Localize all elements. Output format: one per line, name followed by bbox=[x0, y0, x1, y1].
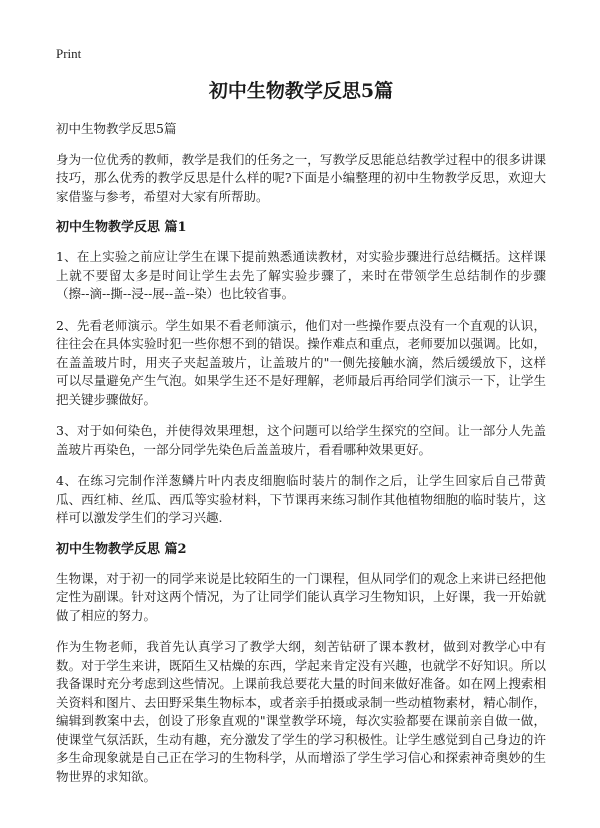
page-title: 初中生物教学反思5篇 bbox=[208, 80, 394, 102]
section-1-paragraph-2: 2、先看老师演示。学生如果不看老师演示，他们对一些操作要点没有一个直观的认识，往往会在具体实验时犯一些你想不到的错误。操作难点和重点，老师要加以强调。比如，在盖盖玻片时，用夹子夹起盖玻片，让盖玻片的"一侧先接触水滴，然后缓缓放下，这样可以尽量避免产生气泡。如果学生还不是好理解，老师最后再给同学们演示一下，让学生把关键步骤做好。 bbox=[56, 317, 546, 407]
section-heading-1: 初中生物教学反思 篇1 bbox=[56, 220, 187, 235]
section-1-paragraph-3: 3、对于如何染色，并使得效果理想，这个问题可以给学生探究的空间。让一部分人先盖盖玻片再染色，一部分同学先染色后盖盖玻片，看看哪种效果更好。 bbox=[56, 423, 546, 457]
document-body bbox=[56, 120, 546, 799]
section-1-paragraph-4: 4、在练习完制作洋葱鳞片叶内表皮细胞临时装片的制作之后，让学生回家后自己带黄瓜、西红柿、丝瓜、西瓜等实验材料，下节课再来练习制作其他植物细胞的临时装片，这样可以激发学生们的学习兴趣. bbox=[56, 473, 546, 525]
section-2-paragraph-1: 生物课，对于初一的同学来说是比较陌生的一门课程，但从同学们的观念上来讲已经把他定性为副课。针对这两个情况，为了让同学们能认真学习生物知识，上好课，我一开始就做了相应的努力。 bbox=[56, 570, 546, 623]
document-subtitle: 初中生物教学反思5篇 bbox=[56, 121, 177, 136]
section-heading-2: 初中生物教学反思 篇2 bbox=[56, 541, 187, 557]
print-label[interactable]: Print bbox=[56, 46, 82, 61]
section-2-paragraph-2: 作为生物老师，我首先认真学习了教学大纲，刻苦钻研了课本教材，做到对教学心中有数。对于学生来讲，既陌生又枯燥的东西，学起来肯定没有兴趣，也就学不好知识。所以我备课时充分考虑到这些情况。上课前我总要花大量的时间来做好准备。如在网上搜索相关资料和图片、去田野采集生物标本，或者亲手拍摄或录制一些动植物素材，精心制作，编辑到教案中去，创设了形象直观的"课堂教学环境，每次实验都要在课前亲自做一做，使课堂气氛活跃，生动有趣，充分激发了学生的学习积极性。让学生感觉到自己身边的许多生命现象就是自己正在学习的生物科学，从而增添了学生学习信心和探索神奇奥妙的生物世界的求知欲。 bbox=[56, 639, 546, 784]
intro-paragraph: 身为一位优秀的教师，教学是我们的任务之一，写教学反思能总结教学过程中的很多讲课技巧，那么优秀的教学反思是什么样的呢?下面是小编整理的初中生物教学反思，欢迎大家借鉴与参考，希望对大家有所帮助。 bbox=[56, 151, 546, 204]
section-1-paragraph-1: 1、在上实验之前应让学生在课下提前熟悉通读教材，对实验步骤进行总结概括。这样课上就不要留太多是时间让学生去先了解实验步骤了，来时在带领学生总结制作的步骤（擦--滴--撕--浸--展--盖--染）也比较省事。 bbox=[56, 249, 546, 301]
